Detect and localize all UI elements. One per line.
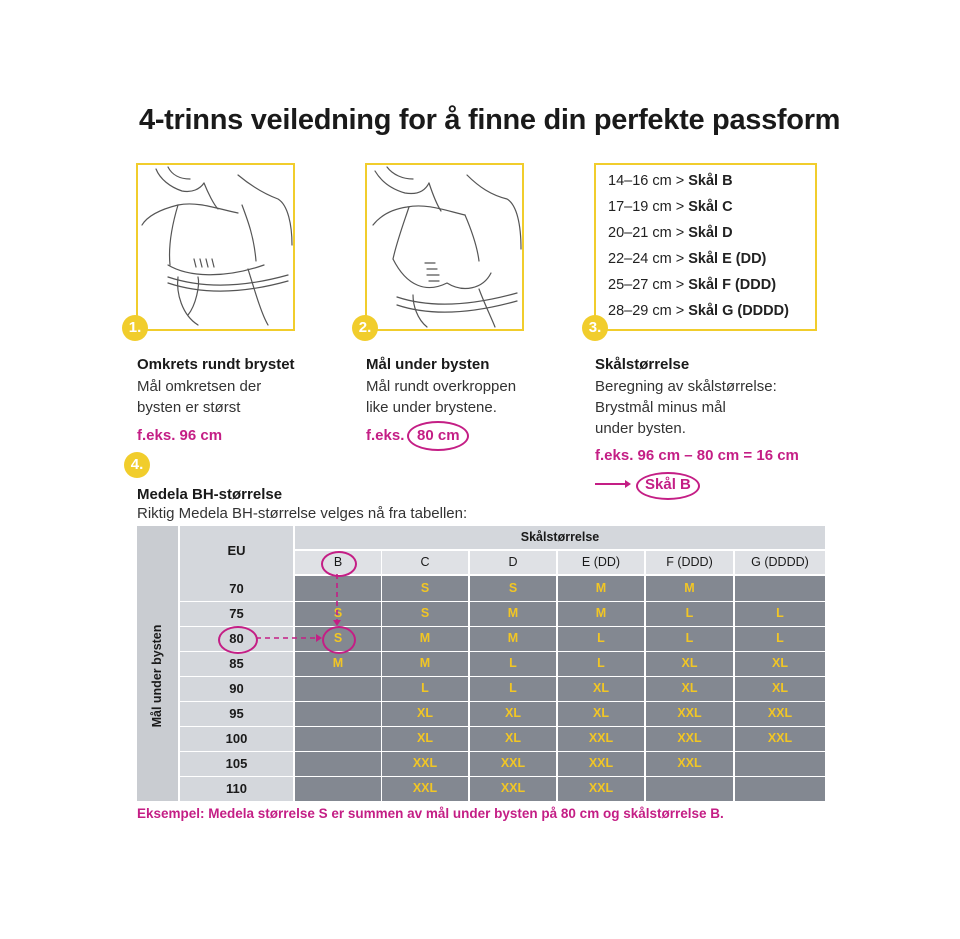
cup-column-header: F (DDD) <box>646 551 733 574</box>
size-cell: XXL <box>588 756 614 770</box>
size-cell <box>295 776 381 801</box>
cup-range-row: 22–24 cm > Skål E (DD) <box>608 251 767 267</box>
size-cell <box>295 676 381 701</box>
size-cell: XXL <box>767 706 793 720</box>
eu-row-label: 100 <box>225 731 248 746</box>
row-axis-label: Mål under bysten <box>150 624 164 728</box>
eu-row-label: 110 <box>226 781 247 796</box>
cup-column-header: E (DD) <box>558 551 644 574</box>
cup-range-row: 14–16 cm > Skål B <box>608 173 733 189</box>
size-cell: XXL <box>412 781 438 795</box>
size-cell: XXL <box>412 756 438 770</box>
size-cell: S <box>420 581 430 595</box>
size-cell: S <box>508 581 518 595</box>
size-cell: S <box>333 631 343 645</box>
woman-measuring-bust-illustration <box>138 165 293 329</box>
size-cell: L <box>509 681 517 695</box>
woman-measuring-underbust-illustration <box>367 165 522 329</box>
page-title: 4-trinns veiledning for å finne din perfekte passform <box>139 104 841 136</box>
size-cell: L <box>597 656 605 670</box>
highlight-cup-oval <box>321 551 357 577</box>
footnote: Eksempel: Medela størrelse S er summen av mål under bysten på 80 cm og skålstørrelse B. <box>137 806 724 821</box>
step3-description: Beregning av skålstørrelse: Brystmål minus mål under bysten. <box>595 378 777 437</box>
size-cell: XL <box>417 731 433 745</box>
size-cell: L <box>421 681 429 695</box>
size-cell: M <box>332 656 344 670</box>
eu-row-label: 85 <box>229 656 244 671</box>
cup-group-header: Skålstørrelse <box>520 530 600 544</box>
cup-column-header: B <box>295 551 381 574</box>
size-cell: XL <box>593 706 609 720</box>
step2-number-badge: 2. <box>352 315 378 341</box>
size-cell: L <box>509 656 517 670</box>
step2-example-value: 80 cm <box>417 427 460 444</box>
step2-title: Mål under bysten <box>366 356 490 373</box>
eu-row-label: 105 <box>225 756 248 771</box>
step1-example: f.eks. 96 cm <box>137 427 223 444</box>
size-cell: XXL <box>767 731 793 745</box>
size-cell: S <box>420 606 430 620</box>
size-cell <box>295 726 381 751</box>
size-cell: XL <box>681 681 698 695</box>
size-cell: XXL <box>677 706 702 720</box>
row-divider <box>180 726 825 727</box>
cup-range-row: 25–27 cm > Skål F (DDD) <box>608 277 777 293</box>
size-cell: M <box>507 606 519 620</box>
size-cell <box>295 701 381 726</box>
size-cell: XL <box>681 656 698 670</box>
size-cell: XL <box>505 731 521 745</box>
size-cell <box>646 776 733 801</box>
row-divider <box>180 601 825 602</box>
size-cell: XXL <box>500 756 526 770</box>
step1-number-badge: 1. <box>122 315 148 341</box>
step2-example-prefix: f.eks. <box>366 427 405 444</box>
size-cell <box>295 576 381 601</box>
size-cell <box>735 751 825 776</box>
highlight-eu-oval <box>218 626 258 654</box>
step4-description: Riktig Medela BH-størrelse velges nå fra tabellen: <box>137 505 468 522</box>
size-cell: L <box>776 631 784 645</box>
row-divider <box>180 701 825 702</box>
size-cell: M <box>419 631 431 645</box>
size-cell: XXL <box>677 756 702 770</box>
size-cell: XL <box>772 681 788 695</box>
row-divider <box>180 751 825 752</box>
step1-description: Mål omkretsen der bysten er størst <box>137 378 262 416</box>
size-cell <box>735 776 825 801</box>
size-cell: S <box>333 606 343 620</box>
size-cell: L <box>597 631 605 645</box>
eu-row-label: 80 <box>229 631 244 646</box>
size-cell: L <box>685 606 694 620</box>
step2-description: Mål rundt overkroppen like under brystene. <box>366 378 517 416</box>
size-cell <box>735 576 825 601</box>
step2-illustration-frame <box>365 163 524 331</box>
eu-row-label: 90 <box>229 681 244 696</box>
eu-header: EU <box>227 543 246 558</box>
size-cell: XXL <box>677 731 702 745</box>
step1-illustration-frame <box>136 163 295 331</box>
size-cell: XXL <box>588 731 614 745</box>
size-cell: L <box>776 606 784 620</box>
row-divider <box>180 676 825 677</box>
cup-column-header: G (DDDD) <box>735 551 825 574</box>
step3-result: Skål B <box>645 476 691 493</box>
size-cell <box>295 751 381 776</box>
eu-row-label: 95 <box>229 706 244 721</box>
size-cell: XL <box>772 656 788 670</box>
size-cell: XL <box>505 706 521 720</box>
size-cell: M <box>684 581 695 595</box>
eu-row-label: 70 <box>229 581 244 596</box>
arrow-right-icon <box>595 478 631 490</box>
cup-column-header: C <box>382 551 468 574</box>
step1-title: Omkrets rundt brystet <box>137 356 295 373</box>
size-cell: M <box>595 581 607 595</box>
size-cell: M <box>419 656 431 670</box>
size-cell: XXL <box>500 781 526 795</box>
eu-row-label: 75 <box>229 606 244 621</box>
size-cell: XL <box>593 681 609 695</box>
highlight-size-oval <box>322 626 356 654</box>
step3-title: Skålstørrelse <box>595 356 690 373</box>
step3-example: f.eks. 96 cm – 80 cm = 16 cm <box>595 447 799 464</box>
row-divider <box>180 651 825 652</box>
cup-size-chart <box>608 168 789 324</box>
cup-range-row: 28–29 cm > Skål G (DDDD) <box>608 303 789 319</box>
row-divider <box>180 626 825 627</box>
step4-title: Medela BH-størrelse <box>137 486 283 503</box>
step4-number-badge: 4. <box>124 452 150 478</box>
row-divider <box>180 776 825 777</box>
size-cell: XXL <box>588 781 614 795</box>
cup-range-row: 17–19 cm > Skål C <box>608 199 733 215</box>
step3-number-badge: 3. <box>582 315 608 341</box>
cup-column-header: D <box>470 551 556 574</box>
size-cell: M <box>595 606 607 620</box>
size-cell: M <box>507 631 519 645</box>
cup-range-row: 20–21 cm > Skål D <box>608 225 733 241</box>
size-cell: L <box>685 631 694 645</box>
size-cell: XL <box>417 706 433 720</box>
